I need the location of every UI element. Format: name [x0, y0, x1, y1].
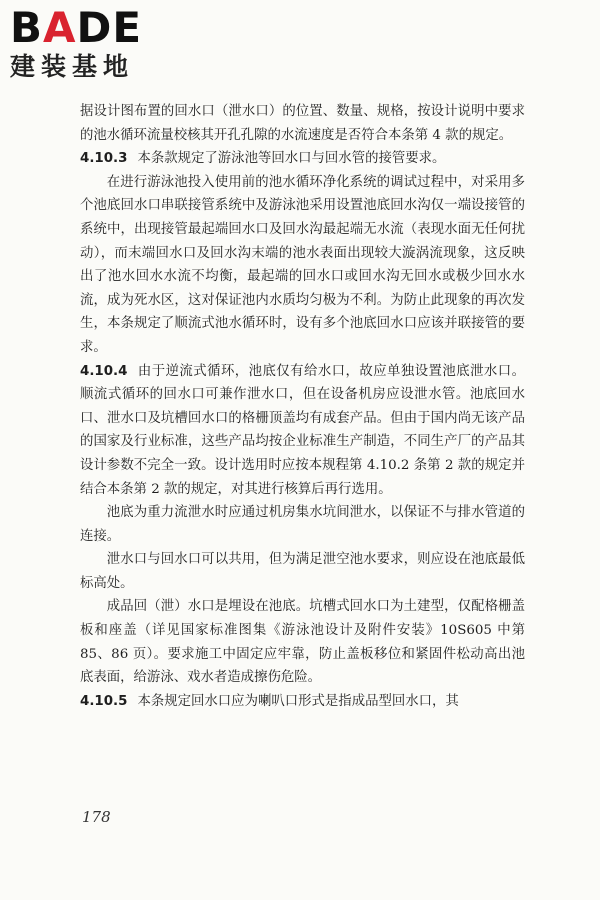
logo-subtitle: 建装基地 — [10, 52, 135, 81]
paragraph-text: 在进行游泳池投入使用前的池水循环净化系统的调试过程中，对采用多个池底回水口串联接管系统中及游泳池采用设置池底回水沟仅一端设接管的系统中，出现接管最起端回水口及回水沟最起端无水流（表现水面无任何扰动），而末端回水口及回水沟末端的池水表面出现较大漩涡流现象，这反映出了池水回水水流不均衡，最起端的回水口或回水沟无回水或极少回水水流，成为死水区，这对保证池内水质均匀极为不利。为防止此现象的再次发生，本条规定了顺流式池水循环时，设有多个池底回水口应该并联接管的要求。 — [80, 174, 525, 355]
section-number: 4.10.5 — [80, 693, 128, 709]
paragraph-text: 池底为重力流泄水时应通过机房集水坑间泄水，以保证不与排水管道的连接。 — [80, 505, 525, 544]
paragraph-text: 泄水口与回水口可以共用，但为满足泄空池水要求，则应设在池底最低标高处。 — [80, 552, 525, 591]
section-paragraph — [80, 147, 525, 171]
body-paragraph — [80, 100, 525, 147]
body-paragraph — [80, 548, 525, 595]
logo-letter-b: B — [10, 3, 44, 52]
section-paragraph — [80, 360, 525, 502]
body-paragraph — [80, 171, 525, 360]
logo-wordmark — [10, 3, 190, 52]
page-number: 178 — [82, 808, 111, 826]
logo — [10, 3, 190, 86]
document-body — [80, 100, 525, 713]
paragraph-text: 由于逆流式循环，池底仅有给水口，故应单独设置池底泄水口。顺流式循环的回水口可兼作泄水口，但在设备机房应设泄水管。池底回水口、泄水口及坑槽回水口的格栅顶盖均有成套产品。但由于国内尚无该产品的国家及行业标准，这些产品均按企业标准生产制造，不同生产厂的产品其设计参数不完全一致。设计选用时应按本规程第 4.10.2 条第 2 款的规定并结合本条第 2 款的规定，对其进行核算后再行选用。 — [80, 363, 525, 497]
body-paragraph — [80, 595, 525, 689]
section-number: 4.10.4 — [80, 363, 128, 379]
paragraph-text: 成品回（泄）水口是埋设在池底。坑槽式回水口为土建型，仅配格栅盖板和座盖（详见国家标准图集《游泳池设计及附件安装》10S605 中第 85、86 页）。要求施工中固定应牢靠，防止盖板移位和紧固件松动高出池底表面，给游泳、戏水者造成擦伤危险。 — [80, 599, 525, 686]
section-number: 4.10.3 — [80, 151, 128, 167]
paragraph-text: 据设计图布置的回水口（泄水口）的位置、数量、规格，按设计说明中要求的池水循环流量校核其开孔孔隙的水流速度是否符合本条第 4 款的规定。 — [80, 104, 525, 143]
body-paragraph — [80, 501, 525, 548]
paragraph-text: 本条规定回水口应为喇叭口形式是指成品型回水口，其 — [137, 693, 459, 709]
section-paragraph — [80, 690, 525, 714]
logo-letter-a: A — [43, 3, 77, 52]
paragraph-text: 本条款规定了游泳池等回水口与回水管的接管要求。 — [137, 151, 446, 167]
logo-letters-de: DE — [76, 3, 143, 52]
